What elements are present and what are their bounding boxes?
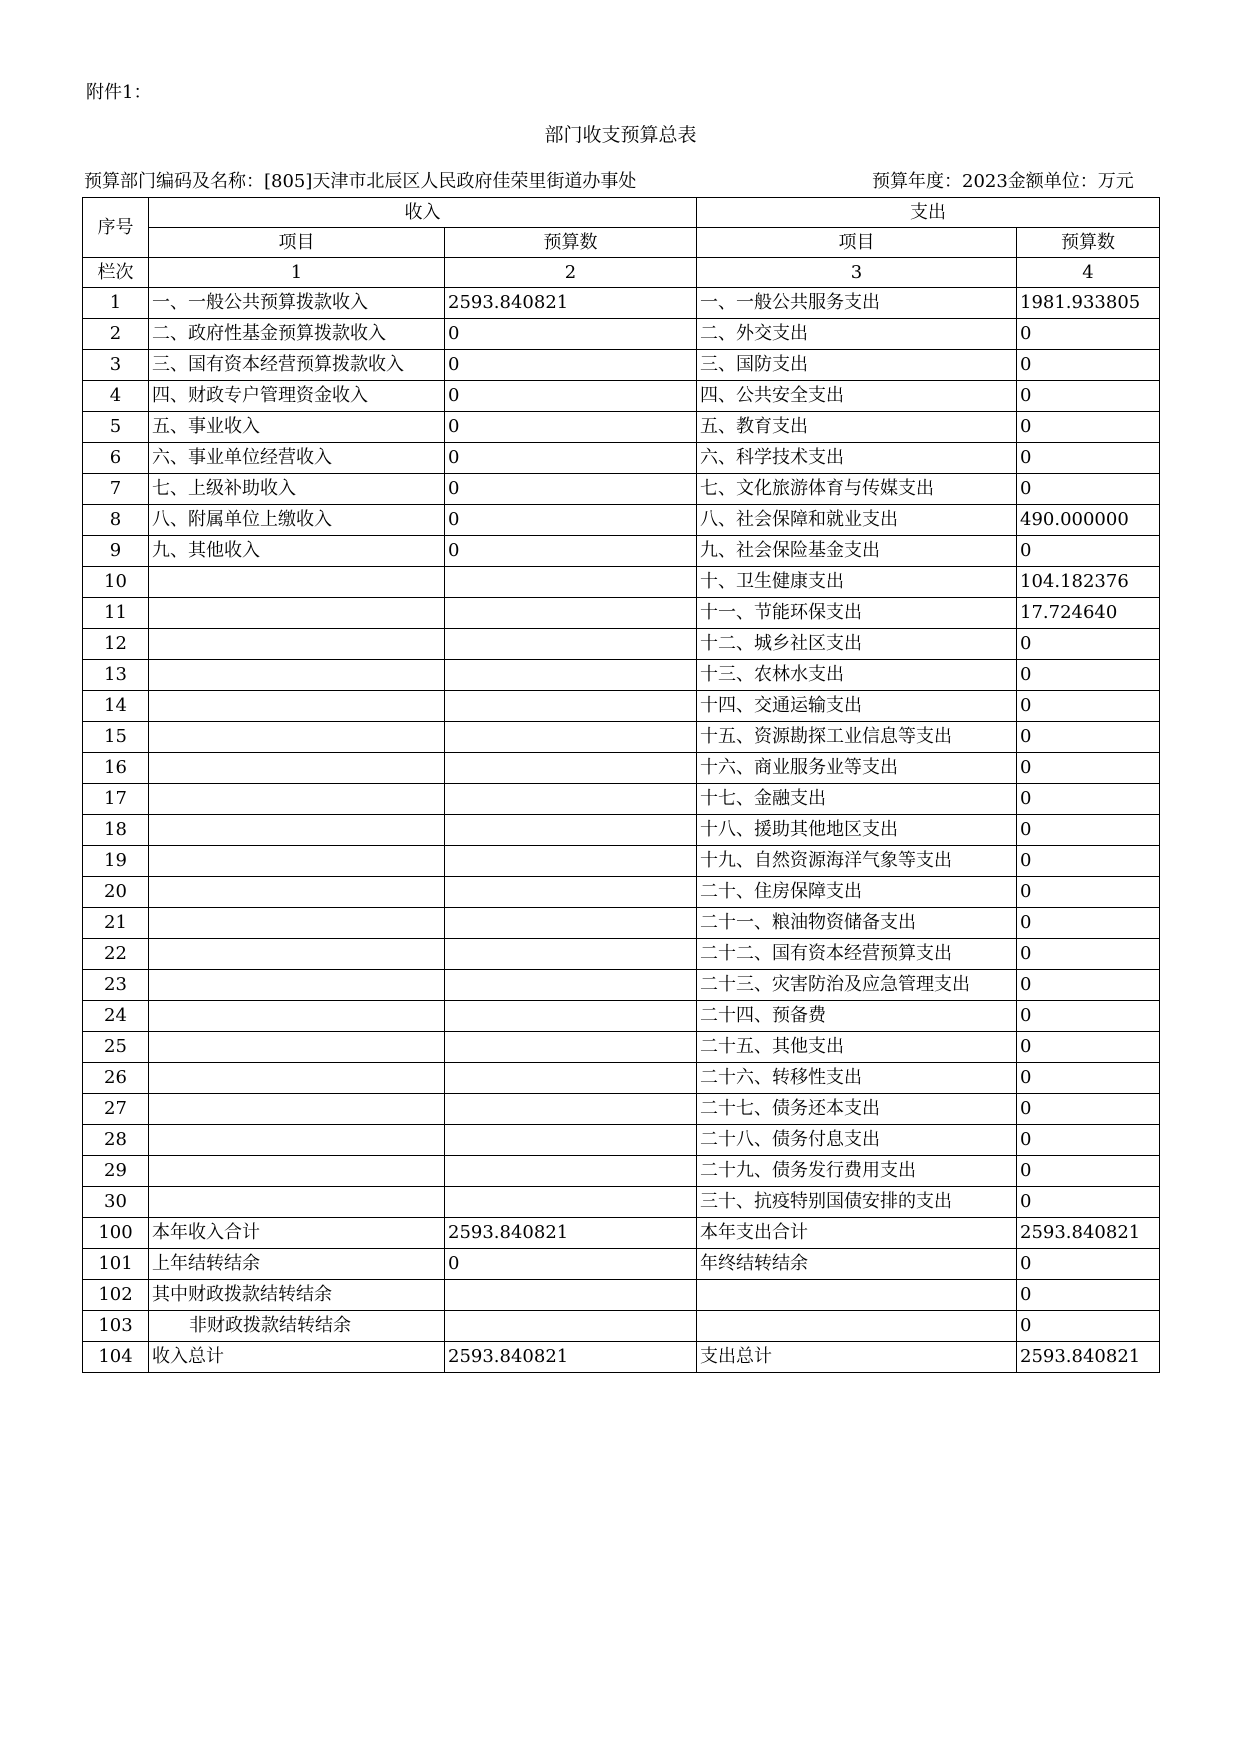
expense-amount: 104.182376 [1017, 567, 1160, 598]
expense-amount: 0 [1017, 691, 1160, 722]
expense-item: 八、社会保障和就业支出 [697, 505, 1017, 536]
table-row [83, 877, 1160, 908]
row-number: 100 [83, 1218, 149, 1249]
expense-item: 九、社会保险基金支出 [697, 536, 1017, 567]
expense-amount: 0 [1017, 474, 1160, 505]
income-item [149, 691, 445, 722]
income-item-header: 项目 [149, 228, 445, 258]
table-row [83, 319, 1160, 350]
income-item [149, 784, 445, 815]
income-amount [445, 1311, 697, 1342]
income-item [149, 629, 445, 660]
expense-item: 十四、交通运输支出 [697, 691, 1017, 722]
income-item [149, 939, 445, 970]
table-row [83, 1311, 1160, 1342]
expense-item: 二十一、粮油物资储备支出 [697, 908, 1017, 939]
table-row [83, 288, 1160, 319]
table-row [83, 1249, 1160, 1280]
table-row [83, 474, 1160, 505]
income-amount [445, 877, 697, 908]
income-amount: 2593.840821 [445, 1218, 697, 1249]
attachment-label: 附件1： [86, 82, 152, 103]
table-row [83, 1342, 1160, 1373]
income-amount: 0 [445, 319, 697, 350]
income-item [149, 753, 445, 784]
expense-amount: 0 [1017, 1187, 1160, 1218]
expense-amount: 0 [1017, 908, 1160, 939]
column-number: 1 [149, 258, 445, 288]
expense-amount: 0 [1017, 877, 1160, 908]
expense-amount: 0 [1017, 381, 1160, 412]
expense-amount: 2593.840821 [1017, 1218, 1160, 1249]
table-row [83, 753, 1160, 784]
expense-item: 二十三、灾害防治及应急管理支出 [697, 970, 1017, 1001]
income-amount [445, 753, 697, 784]
row-number: 2 [83, 319, 149, 350]
table-row [83, 505, 1160, 536]
expense-item: 十八、援助其他地区支出 [697, 815, 1017, 846]
header-row-2 [83, 228, 1160, 258]
header-row-1 [83, 198, 1160, 228]
row-number: 23 [83, 970, 149, 1001]
income-item [149, 970, 445, 1001]
table-row [83, 567, 1160, 598]
expense-item: 七、文化旅游体育与传媒支出 [697, 474, 1017, 505]
income-item: 六、事业单位经营收入 [149, 443, 445, 474]
expense-amount: 2593.840821 [1017, 1342, 1160, 1373]
row-number: 21 [83, 908, 149, 939]
income-amount: 0 [445, 536, 697, 567]
income-amount [445, 598, 697, 629]
expense-item-header: 项目 [697, 228, 1017, 258]
income-amount: 0 [445, 350, 697, 381]
table-row [83, 1032, 1160, 1063]
income-item: 上年结转结余 [149, 1249, 445, 1280]
table-row [83, 1156, 1160, 1187]
income-amount: 0 [445, 443, 697, 474]
table-row [83, 722, 1160, 753]
expense-item: 三十、抗疫特别国债安排的支出 [697, 1187, 1017, 1218]
income-amount: 0 [445, 381, 697, 412]
income-item [149, 1094, 445, 1125]
row-number: 26 [83, 1063, 149, 1094]
row-number: 4 [83, 381, 149, 412]
expense-amount: 0 [1017, 722, 1160, 753]
income-amount [445, 784, 697, 815]
income-amount [445, 660, 697, 691]
expense-amount: 0 [1017, 1249, 1160, 1280]
income-amount [445, 1280, 697, 1311]
expense-budget-header: 预算数 [1017, 228, 1160, 258]
expense-header: 支出 [697, 198, 1160, 228]
income-amount: 0 [445, 1249, 697, 1280]
table-row [83, 1125, 1160, 1156]
row-number: 30 [83, 1187, 149, 1218]
income-item [149, 660, 445, 691]
expense-amount: 0 [1017, 660, 1160, 691]
page-title: 部门收支预算总表 [544, 124, 697, 146]
column-number: 2 [445, 258, 697, 288]
row-number: 6 [83, 443, 149, 474]
budget-year-unit: 预算年度：2023金额单位：万元 [872, 171, 1134, 192]
column-number-row [83, 258, 1160, 288]
income-item [149, 877, 445, 908]
income-budget-header: 预算数 [445, 228, 697, 258]
income-item: 九、其他收入 [149, 536, 445, 567]
expense-amount: 0 [1017, 350, 1160, 381]
income-amount [445, 846, 697, 877]
expense-item: 十六、商业服务业等支出 [697, 753, 1017, 784]
income-amount [445, 908, 697, 939]
expense-amount: 0 [1017, 815, 1160, 846]
row-number: 22 [83, 939, 149, 970]
income-item [149, 846, 445, 877]
row-number: 102 [83, 1280, 149, 1311]
income-amount [445, 1063, 697, 1094]
income-item: 其中财政拨款结转结余 [149, 1280, 445, 1311]
expense-item: 五、教育支出 [697, 412, 1017, 443]
row-number: 11 [83, 598, 149, 629]
table-row [83, 350, 1160, 381]
expense-item: 二十八、债务付息支出 [697, 1125, 1017, 1156]
column-number: 4 [1017, 258, 1160, 288]
expense-item: 二十、住房保障支出 [697, 877, 1017, 908]
row-number: 28 [83, 1125, 149, 1156]
income-amount [445, 1001, 697, 1032]
income-amount [445, 629, 697, 660]
table-row [83, 908, 1160, 939]
table-row [83, 598, 1160, 629]
income-item: 一、一般公共预算拨款收入 [149, 288, 445, 319]
income-item [149, 598, 445, 629]
table-row [83, 1218, 1160, 1249]
expense-amount: 0 [1017, 753, 1160, 784]
income-item: 八、附属单位上缴收入 [149, 505, 445, 536]
expense-amount: 0 [1017, 1094, 1160, 1125]
income-item [149, 815, 445, 846]
income-item: 非财政拨款结转结余 [149, 1311, 445, 1342]
row-number: 9 [83, 536, 149, 567]
expense-item: 十二、城乡社区支出 [697, 629, 1017, 660]
expense-item: 二十九、债务发行费用支出 [697, 1156, 1017, 1187]
income-amount [445, 939, 697, 970]
table-row [83, 660, 1160, 691]
row-number: 104 [83, 1342, 149, 1373]
expense-amount: 0 [1017, 939, 1160, 970]
income-item [149, 908, 445, 939]
expense-amount: 0 [1017, 1280, 1160, 1311]
row-number: 25 [83, 1032, 149, 1063]
table-row [83, 1094, 1160, 1125]
income-amount [445, 691, 697, 722]
row-number: 10 [83, 567, 149, 598]
expense-amount: 0 [1017, 629, 1160, 660]
seq-header: 序号 [83, 198, 149, 258]
expense-amount: 0 [1017, 784, 1160, 815]
income-amount [445, 815, 697, 846]
expense-amount: 490.000000 [1017, 505, 1160, 536]
income-amount [445, 1032, 697, 1063]
row-number: 15 [83, 722, 149, 753]
income-item: 五、事业收入 [149, 412, 445, 443]
row-number: 14 [83, 691, 149, 722]
table-row [83, 1063, 1160, 1094]
expense-item: 二十六、转移性支出 [697, 1063, 1017, 1094]
row-number: 17 [83, 784, 149, 815]
income-amount [445, 1156, 697, 1187]
expense-item: 二十七、债务还本支出 [697, 1094, 1017, 1125]
column-label: 栏次 [83, 258, 149, 288]
expense-amount: 0 [1017, 1001, 1160, 1032]
table-row [83, 412, 1160, 443]
table-row [83, 381, 1160, 412]
row-number: 8 [83, 505, 149, 536]
income-header: 收入 [149, 198, 697, 228]
income-item: 三、国有资本经营预算拨款收入 [149, 350, 445, 381]
expense-item: 二十五、其他支出 [697, 1032, 1017, 1063]
row-number: 27 [83, 1094, 149, 1125]
expense-amount: 0 [1017, 846, 1160, 877]
row-number: 19 [83, 846, 149, 877]
expense-item: 十七、金融支出 [697, 784, 1017, 815]
income-item: 七、上级补助收入 [149, 474, 445, 505]
expense-item: 二十二、国有资本经营预算支出 [697, 939, 1017, 970]
income-item [149, 1001, 445, 1032]
row-number: 13 [83, 660, 149, 691]
row-number: 24 [83, 1001, 149, 1032]
income-amount [445, 1125, 697, 1156]
expense-item: 十、卫生健康支出 [697, 567, 1017, 598]
expense-item: 十三、农林水支出 [697, 660, 1017, 691]
income-item [149, 1125, 445, 1156]
row-number: 7 [83, 474, 149, 505]
income-item [149, 1032, 445, 1063]
table-row [83, 691, 1160, 722]
expense-item: 支出总计 [697, 1342, 1017, 1373]
income-amount [445, 567, 697, 598]
expense-item: 年终结转结余 [697, 1249, 1017, 1280]
income-amount [445, 970, 697, 1001]
expense-amount: 0 [1017, 1156, 1160, 1187]
table-row [83, 1187, 1160, 1218]
table-row [83, 970, 1160, 1001]
expense-amount: 17.724640 [1017, 598, 1160, 629]
income-amount: 0 [445, 412, 697, 443]
expense-amount: 0 [1017, 1063, 1160, 1094]
expense-amount: 0 [1017, 1032, 1160, 1063]
expense-item: 十一、节能环保支出 [697, 598, 1017, 629]
row-number: 103 [83, 1311, 149, 1342]
table-row [83, 939, 1160, 970]
row-number: 5 [83, 412, 149, 443]
table-row [83, 629, 1160, 660]
row-number: 1 [83, 288, 149, 319]
expense-amount: 1981.933805 [1017, 288, 1160, 319]
expense-amount: 0 [1017, 1311, 1160, 1342]
income-item [149, 567, 445, 598]
table-row [83, 815, 1160, 846]
row-number: 101 [83, 1249, 149, 1280]
table-row [83, 443, 1160, 474]
income-amount: 2593.840821 [445, 1342, 697, 1373]
expense-item: 二十四、预备费 [697, 1001, 1017, 1032]
expense-item: 一、一般公共服务支出 [697, 288, 1017, 319]
income-item: 二、政府性基金预算拨款收入 [149, 319, 445, 350]
income-item [149, 1187, 445, 1218]
expense-item [697, 1280, 1017, 1311]
income-item [149, 1156, 445, 1187]
row-number: 12 [83, 629, 149, 660]
income-amount: 0 [445, 474, 697, 505]
income-item: 四、财政专户管理资金收入 [149, 381, 445, 412]
expense-amount: 0 [1017, 319, 1160, 350]
expense-item: 本年支出合计 [697, 1218, 1017, 1249]
column-number: 3 [697, 258, 1017, 288]
income-amount: 2593.840821 [445, 288, 697, 319]
table-row [83, 536, 1160, 567]
row-number: 20 [83, 877, 149, 908]
expense-item: 十九、自然资源海洋气象等支出 [697, 846, 1017, 877]
expense-amount: 0 [1017, 443, 1160, 474]
income-amount [445, 722, 697, 753]
income-amount [445, 1094, 697, 1125]
income-amount [445, 1187, 697, 1218]
income-amount: 0 [445, 505, 697, 536]
row-number: 3 [83, 350, 149, 381]
department-label: 预算部门编码及名称：[805]天津市北辰区人民政府佳荣里街道办事处 [84, 171, 637, 192]
row-number: 16 [83, 753, 149, 784]
expense-amount: 0 [1017, 536, 1160, 567]
expense-item [697, 1311, 1017, 1342]
income-item: 收入总计 [149, 1342, 445, 1373]
table-row [83, 1280, 1160, 1311]
expense-amount: 0 [1017, 412, 1160, 443]
expense-item: 六、科学技术支出 [697, 443, 1017, 474]
expense-item: 十五、资源勘探工业信息等支出 [697, 722, 1017, 753]
expense-amount: 0 [1017, 1125, 1160, 1156]
budget-summary-table [82, 197, 1160, 1373]
expense-amount: 0 [1017, 970, 1160, 1001]
income-item: 本年收入合计 [149, 1218, 445, 1249]
table-row [83, 846, 1160, 877]
row-number: 29 [83, 1156, 149, 1187]
table-row [83, 1001, 1160, 1032]
income-item [149, 722, 445, 753]
expense-item: 二、外交支出 [697, 319, 1017, 350]
expense-item: 四、公共安全支出 [697, 381, 1017, 412]
row-number: 18 [83, 815, 149, 846]
expense-item: 三、国防支出 [697, 350, 1017, 381]
income-item [149, 1063, 445, 1094]
table-row [83, 784, 1160, 815]
